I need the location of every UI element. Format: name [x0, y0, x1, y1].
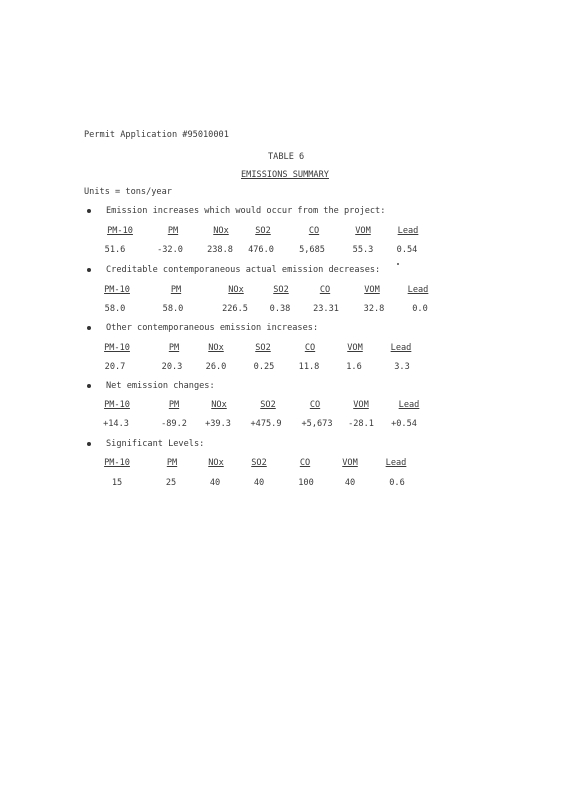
bullet-icon	[87, 268, 91, 272]
val-co: 5,685	[299, 245, 325, 255]
value-row	[0, 419, 566, 431]
val-vom: 55.3	[352, 245, 374, 255]
col-lead: Lead	[385, 458, 407, 468]
col-pm10: PM-10	[104, 285, 130, 295]
val-pm10: 20.7	[104, 362, 126, 372]
column-header-row	[0, 285, 566, 297]
col-so2: SO2	[255, 343, 271, 353]
col-so2: SO2	[251, 458, 267, 468]
val-so2: 0.38	[269, 304, 291, 314]
col-so2: SO2	[255, 226, 271, 236]
val-nox: 26.0	[205, 362, 227, 372]
col-so2: SO2	[260, 400, 276, 410]
val-co: 23.31	[313, 304, 339, 314]
col-nox: NOx	[228, 285, 244, 295]
col-pm: PM	[167, 226, 179, 236]
col-lead: Lead	[397, 226, 419, 236]
col-vom: VOM	[342, 458, 358, 468]
bullet-icon	[87, 209, 91, 213]
val-pm: 20.3	[161, 362, 183, 372]
col-pm: PM	[166, 458, 178, 468]
val-nox: 238.8	[207, 245, 233, 255]
val-lead: 0.54	[396, 245, 418, 255]
value-row	[0, 478, 566, 490]
val-pm10: 58.0	[104, 304, 126, 314]
val-nox: 226.5	[222, 304, 248, 314]
col-pm: PM	[168, 400, 180, 410]
val-pm: -89.2	[161, 419, 187, 429]
col-co: CO	[299, 458, 311, 468]
col-co: CO	[309, 400, 321, 410]
val-vom: 40	[344, 478, 356, 488]
column-header-row	[0, 458, 566, 470]
col-nox: NOx	[213, 226, 229, 236]
val-so2: 476.0	[248, 245, 274, 255]
col-vom: VOM	[353, 400, 369, 410]
col-co: CO	[308, 226, 320, 236]
col-lead: Lead	[390, 343, 412, 353]
bullet-icon	[87, 442, 91, 446]
val-lead: +0.54	[391, 419, 417, 429]
val-so2: 0.25	[253, 362, 275, 372]
permit-application-line: Permit Application #95010001	[84, 130, 229, 140]
value-row	[0, 304, 566, 316]
table-title: EMISSIONS SUMMARY	[241, 170, 329, 180]
val-vom: 32.8	[363, 304, 385, 314]
col-lead: Lead	[407, 285, 429, 295]
col-so2: SO2	[273, 285, 289, 295]
col-vom: VOM	[364, 285, 380, 295]
section-label: Emission increases which would occur from the project:	[106, 206, 386, 216]
val-lead: 0.0	[412, 304, 428, 314]
val-so2: 40	[253, 478, 265, 488]
val-pm10: 51.6	[104, 245, 126, 255]
bullet-icon	[87, 384, 91, 388]
col-pm10: PM-10	[104, 343, 130, 353]
col-co: CO	[304, 343, 316, 353]
column-header-row	[0, 226, 566, 238]
col-pm10: PM-10	[104, 400, 130, 410]
section-label: Net emission changes:	[106, 381, 215, 391]
val-vom: 1.6	[346, 362, 362, 372]
val-pm10: +14.3	[103, 419, 129, 429]
val-pm: -32.0	[157, 245, 183, 255]
val-vom: -28.1	[348, 419, 374, 429]
col-nox: NOx	[211, 400, 227, 410]
val-pm: 25	[165, 478, 177, 488]
col-pm10: PM-10	[107, 226, 133, 236]
table-number: TABLE 6	[268, 152, 305, 162]
val-lead: 3.3	[394, 362, 410, 372]
val-pm10: 15	[111, 478, 123, 488]
val-lead: 0.6	[389, 478, 405, 488]
col-pm10: PM-10	[104, 458, 130, 468]
val-co: 11.8	[298, 362, 320, 372]
col-vom: VOM	[355, 226, 371, 236]
val-nox: +39.3	[205, 419, 231, 429]
col-nox: NOx	[208, 343, 224, 353]
col-co: CO	[319, 285, 331, 295]
val-nox: 40	[209, 478, 221, 488]
val-co: +5,673	[301, 419, 333, 429]
value-row	[0, 362, 566, 374]
col-pm: PM	[168, 343, 180, 353]
column-header-row	[0, 400, 566, 412]
bullet-icon	[87, 326, 91, 330]
units-line: Units = tons/year	[84, 187, 172, 197]
value-row	[0, 245, 566, 257]
val-pm: 58.0	[162, 304, 184, 314]
section-label: Other contemporaneous emission increases:	[106, 323, 319, 333]
section-label: Creditable contemporaneous actual emission decreases:	[106, 265, 381, 275]
section-label: Significant Levels:	[106, 439, 205, 449]
column-header-row	[0, 343, 566, 355]
col-nox: NOx	[208, 458, 224, 468]
col-lead: Lead	[398, 400, 420, 410]
col-vom: VOM	[347, 343, 363, 353]
stray-mark	[397, 263, 399, 265]
col-pm: PM	[170, 285, 182, 295]
val-co: 100	[298, 478, 314, 488]
val-so2: +475.9	[250, 419, 282, 429]
